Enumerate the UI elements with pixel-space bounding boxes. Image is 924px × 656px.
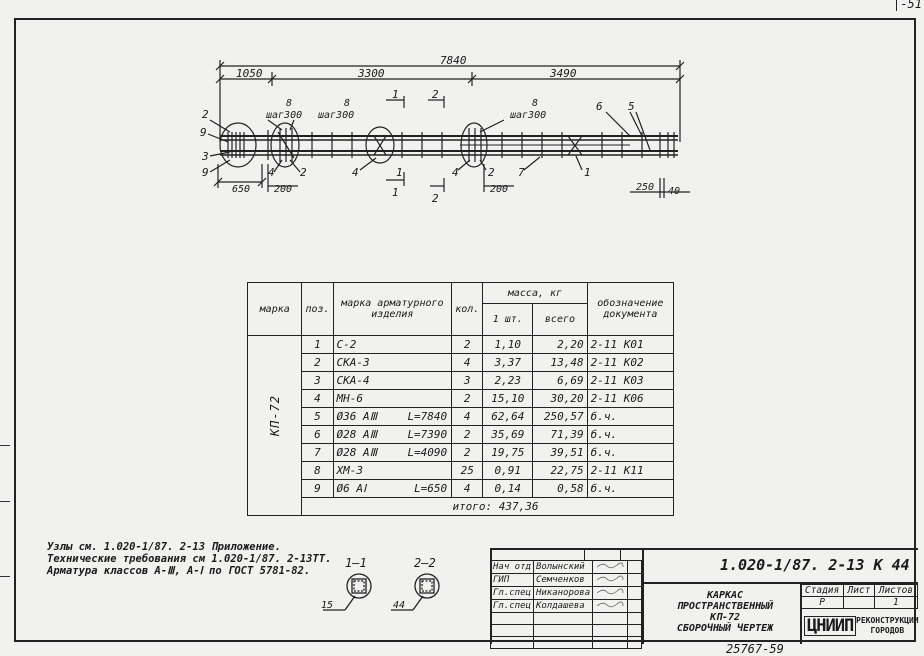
item-mark: Ø28 АⅢ — [336, 446, 378, 459]
cell-item — [333, 462, 452, 480]
cell-mass-one: 1,10 — [483, 336, 533, 354]
sheets-header: Листов — [874, 585, 917, 597]
item-mark: ХМ-3 — [336, 464, 364, 477]
section-mark: 2 — [432, 88, 439, 101]
cell-qty: 4 — [452, 480, 483, 498]
cell-doc: 2-11 К11 — [587, 462, 673, 480]
table-row — [248, 426, 674, 444]
cell-pos: 9 — [302, 480, 333, 498]
table-row — [248, 462, 674, 480]
header-mass-all: всего — [533, 304, 587, 336]
role: Нач отд — [491, 561, 534, 574]
cell-doc: б.ч. — [587, 444, 673, 462]
cell-pos: 2 — [302, 354, 333, 372]
table-row — [248, 372, 674, 390]
cell-item — [333, 354, 452, 372]
cell-doc: б.ч. — [587, 480, 673, 498]
cell-mass-all: 13,48 — [533, 354, 587, 372]
cell-qty: 4 — [452, 408, 483, 426]
cell-mass-all: 39,51 — [533, 444, 587, 462]
org-name — [856, 616, 919, 636]
cell-pos: 4 — [302, 390, 333, 408]
cell-qty: 2 — [452, 390, 483, 408]
person-name: Волынский — [533, 561, 592, 574]
person-name: Колдашева — [533, 600, 592, 613]
role: ГИП — [491, 574, 534, 587]
cell-doc: 2-11 К02 — [587, 354, 673, 372]
stage-header: Стадия — [801, 585, 844, 597]
signature — [593, 574, 628, 587]
section-mark: 1 — [392, 88, 399, 101]
cell-pos: 7 — [302, 444, 333, 462]
cell-pos: 3 — [302, 372, 333, 390]
table-row — [248, 480, 674, 498]
assembly-drawing — [190, 52, 710, 207]
org-name-line-2: ГОРОДОВ — [870, 626, 905, 635]
cell-mass-all: 250,57 — [533, 408, 587, 426]
pos-label: 4 — [452, 166, 459, 179]
note-2: Технические требования см 1.020-1/87. 2-13ТТ. — [47, 553, 332, 565]
drawing-name — [660, 590, 790, 634]
pos-label: 4 — [352, 166, 359, 179]
signature — [593, 561, 628, 574]
spec-total: итого: 437,36 — [302, 498, 674, 516]
pitch-pos-a: 8 — [286, 98, 293, 109]
cell-mass-all: 0,58 — [533, 480, 587, 498]
pitch-a: шаг300 — [266, 110, 303, 121]
signature — [593, 587, 628, 600]
cell-mass-one: 2,23 — [483, 372, 533, 390]
cell-qty: 3 — [452, 372, 483, 390]
name-line-3: КП-72 — [709, 612, 741, 623]
sheet-value — [844, 597, 875, 609]
dim-3300: 3300 — [358, 67, 385, 80]
cell-pos: 1 — [302, 336, 333, 354]
date — [628, 587, 642, 600]
item-length: L=7840 — [407, 410, 448, 423]
stage-value: Р — [801, 597, 844, 609]
left-margin-marks — [0, 445, 10, 646]
dim-40: 40 — [668, 186, 681, 197]
section-1-num: 15 — [321, 600, 334, 611]
item-mark: СКА-4 — [336, 374, 370, 387]
table-row — [248, 408, 674, 426]
header-mass: масса, кг — [483, 283, 587, 304]
role: Гл.спец — [491, 587, 534, 600]
dim-200-b: 200 — [490, 184, 509, 195]
cell-mass-one: 35,69 — [483, 426, 533, 444]
pitch-pos-c: 8 — [532, 98, 539, 109]
pos-label: 1 — [396, 166, 403, 179]
cell-mass-one: 3,37 — [483, 354, 533, 372]
date — [628, 561, 642, 574]
pos-label: 9 — [202, 166, 209, 179]
signature-row — [491, 600, 642, 613]
cell-item — [333, 426, 452, 444]
pitch-c: шаг300 — [510, 110, 547, 121]
cell-doc: б.ч. — [587, 426, 673, 444]
role: Гл.спец — [491, 600, 534, 613]
cell-doc: 2-11 К03 — [587, 372, 673, 390]
corner-tag: -51 — [896, 0, 922, 11]
cell-item — [333, 480, 452, 498]
cell-item — [333, 408, 452, 426]
doc-code: 1.020-1/87. 2-13 К 44 — [720, 556, 910, 574]
dim-3490: 3490 — [550, 67, 577, 80]
header-doc: обозначение документа — [587, 283, 673, 336]
item-mark: С-2 — [336, 338, 357, 351]
section-views — [315, 572, 455, 616]
item-length: L=4090 — [407, 446, 448, 459]
cell-doc: 2-11 К01 — [587, 336, 673, 354]
header-pos: поз. — [302, 283, 333, 336]
header-mass-one: 1 шт. — [483, 304, 533, 336]
table-row — [248, 354, 674, 372]
note-1: Узлы см. 1.020-1/87. 2-13 Приложение. — [47, 541, 281, 553]
table-row — [248, 444, 674, 462]
signatures-table — [490, 560, 642, 649]
cell-qty: 4 — [452, 354, 483, 372]
cell-item — [333, 336, 452, 354]
item-mark: Ø28 АⅢ — [336, 428, 378, 441]
section-2-label: 2–2 — [414, 556, 436, 570]
pos-label: 5 — [628, 100, 635, 113]
item-mark: Ø36 АⅢ — [336, 410, 378, 423]
pos-label: 9 — [200, 126, 207, 139]
signature — [593, 600, 628, 613]
note-3: Арматура классов А-Ⅲ, А-Ⅰ по ГОСТ 5781-82. — [47, 565, 311, 577]
title-block — [490, 548, 918, 644]
pos-label: 6 — [596, 100, 603, 113]
cell-mass-one: 19,75 — [483, 444, 533, 462]
section-1-label: 1–1 — [345, 556, 367, 570]
cell-mass-one: 0,14 — [483, 480, 533, 498]
cell-qty: 2 — [452, 426, 483, 444]
pos-label: 3 — [202, 150, 209, 163]
pos-label: 7 — [518, 166, 525, 179]
cell-pos: 6 — [302, 426, 333, 444]
name-line-1: КАРКАС — [706, 590, 744, 601]
sheets-value: 1 — [874, 597, 917, 609]
dim-total: 7840 — [440, 54, 467, 67]
name-line-4: СБОРОЧНЫЙ ЧЕРТЕЖ — [676, 623, 774, 634]
item-mark: МН-6 — [336, 392, 364, 405]
section-2-num: 44 — [393, 600, 406, 611]
signature-row — [491, 587, 642, 600]
sheet-header: Лист — [844, 585, 875, 597]
item-mark: Ø6 АⅠ — [336, 482, 367, 495]
mark-cell — [248, 336, 302, 498]
person-name: Никанорова — [533, 587, 592, 600]
pos-label: 2 — [300, 166, 307, 179]
cell-mass-all: 71,39 — [533, 426, 587, 444]
pos-label: 2 — [202, 108, 209, 121]
signature-row — [491, 561, 642, 574]
cell-pos: 8 — [302, 462, 333, 480]
cell-doc: б.ч. — [587, 408, 673, 426]
org-logo: ЦНИИП — [804, 616, 856, 636]
org-name-line-1: РЕКОНСТРУКЦИИ — [856, 616, 919, 625]
pitch-pos-b: 8 — [344, 98, 351, 109]
signature-row — [491, 574, 642, 587]
cell-mass-one: 62,64 — [483, 408, 533, 426]
date — [628, 600, 642, 613]
pos-label: 1 — [584, 166, 591, 179]
item-length: L=7390 — [407, 428, 448, 441]
cell-mass-one: 15,10 — [483, 390, 533, 408]
specification-table — [247, 282, 674, 516]
bottom-stamp: 25767-59 — [726, 642, 784, 656]
section-mark: 2 — [432, 192, 439, 205]
cell-item — [333, 390, 452, 408]
table-row — [248, 336, 674, 354]
cell-item — [333, 444, 452, 462]
section-mark: 1 — [392, 186, 399, 199]
dim-250: 250 — [636, 182, 655, 193]
cell-item — [333, 372, 452, 390]
item-mark: СКА-3 — [336, 356, 370, 369]
pos-label: 4 — [268, 166, 275, 179]
notes — [47, 541, 331, 577]
header-item: марка арматурного изделия — [333, 283, 452, 336]
cell-mass-one: 0,91 — [483, 462, 533, 480]
item-length: L=650 — [414, 482, 448, 495]
date — [628, 574, 642, 587]
cell-mass-all: 2,20 — [533, 336, 587, 354]
cell-qty: 2 — [452, 336, 483, 354]
mark-value: КП-72 — [267, 394, 282, 436]
cell-mass-all: 22,75 — [533, 462, 587, 480]
cell-pos: 5 — [302, 408, 333, 426]
dim-200-a: 200 — [274, 184, 293, 195]
person-name: Семченков — [533, 574, 592, 587]
table-row — [248, 390, 674, 408]
pos-label: 2 — [488, 166, 495, 179]
cell-mass-all: 30,20 — [533, 390, 587, 408]
stage-table — [800, 584, 918, 609]
cell-doc: 2-11 К06 — [587, 390, 673, 408]
pitch-b: шаг300 — [318, 110, 355, 121]
header-qty: кол. — [452, 283, 483, 336]
cell-qty: 2 — [452, 444, 483, 462]
name-line-2: ПРОСТРАНСТВЕННЫЙ — [676, 601, 774, 612]
dim-650: 650 — [232, 184, 251, 195]
cell-qty: 25 — [452, 462, 483, 480]
dim-1050: 1050 — [236, 67, 263, 80]
header-mark: марка — [248, 283, 302, 336]
cell-mass-all: 6,69 — [533, 372, 587, 390]
